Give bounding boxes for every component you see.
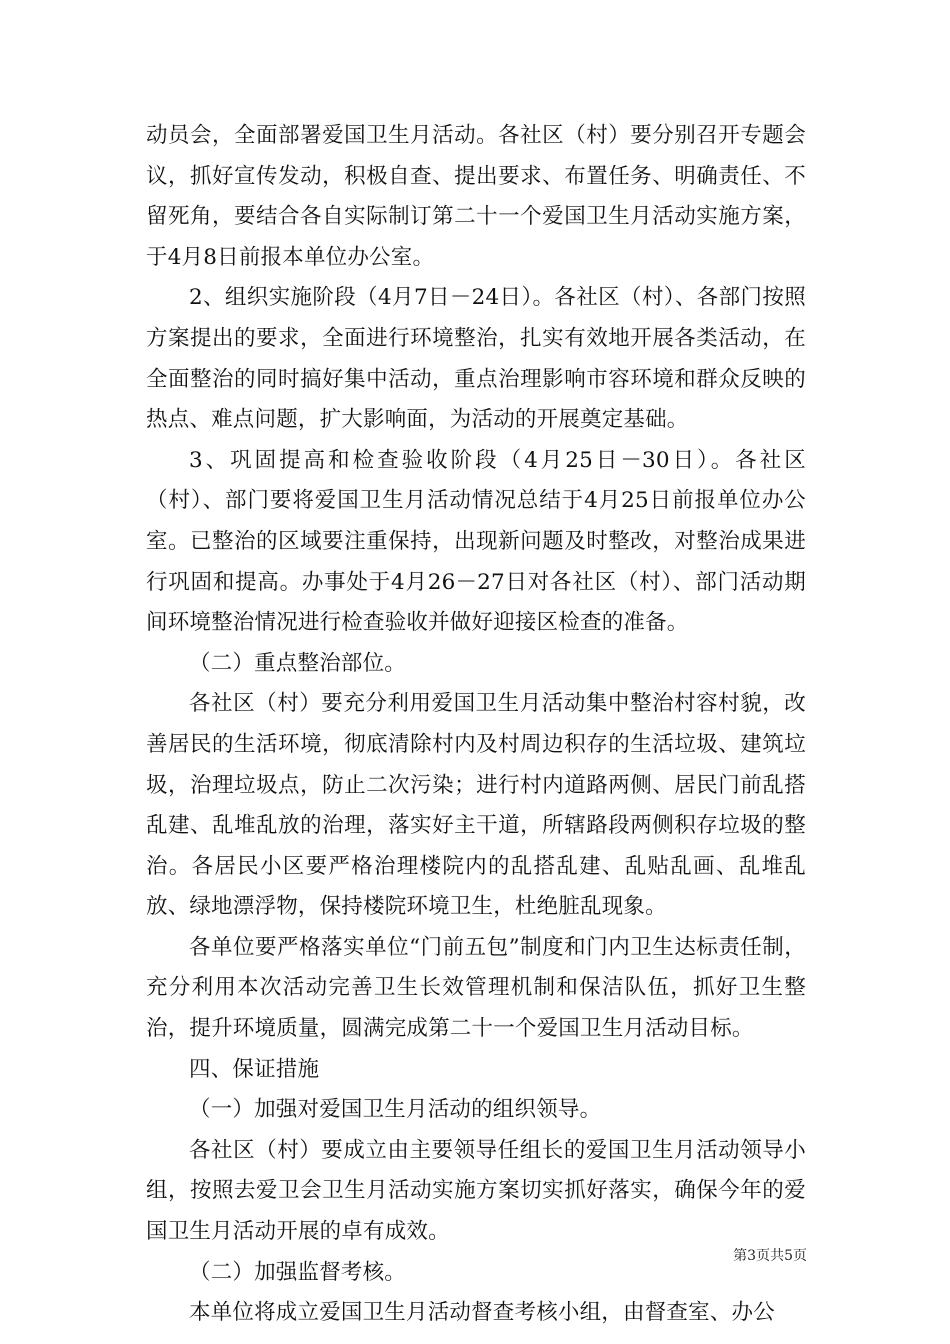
paragraph-consolidation-stage: 3、巩固提高和检查验收阶段（4月25日－30日）。各社区（村）、部门要将爱国卫生月活动情况总结于4月25日前报单位办公室。已整治的区域要注重保持，出现新问题及时整改，对整治成果进行巩固和提高。办事处于4月26－27日对各社区（村）、部门活动期间环境整治情况进行检查验收并做好迎接区检查的准备。 xyxy=(146,447,806,636)
heading-guarantee-measures: 四、保证措施 xyxy=(189,1056,320,1082)
paragraph-implementation-stage: 2、组织实施阶段（4月7日－24日）。各社区（村）、各部门按照方案提出的要求，全面进行环境整治，扎实有效地开展各类活动，在全面整治的同时搞好集中活动，重点治理影响市容环境和群众反映的热点、难点问题，扩大影响面，为活动的开展奠定基础。 xyxy=(146,285,806,433)
page-number-footer: 第3页共5页 xyxy=(733,1248,807,1264)
paragraph-key-areas: 各社区（村）要充分利用爱国卫生月活动集中整治村容村貌，改善居民的生活环境，彻底清除村内及村周边积存的生活垃圾、建筑垃圾，治理垃圾点，防止二次污染；进行村内道路两侧、居民门前乱搭乱建、乱堆乱放的治理，落实好主干道，所辖路段两侧积存垃圾的整治。各居民小区要严格治理楼院内的乱搭乱建、乱贴乱画、乱堆乱放、绿地漂浮物，保持楼院环境卫生，杜绝脏乱现象。 xyxy=(146,691,806,920)
paragraph-unit-responsibility: 各单位要严格落实单位“门前五包”制度和门内卫生达标责任制，充分利用本次活动完善卫生长效管理机制和保洁队伍，抓好卫生整治，提升环境质量，圆满完成第二十一个爱国卫生月活动目标。 xyxy=(146,934,806,1042)
document-body xyxy=(146,116,806,1334)
paragraph-supervision: 本单位将成立爱国卫生月活动督查考核小组，由督查室、办公 xyxy=(189,1300,775,1326)
heading-supervision: （二）加强监督考核。 xyxy=(189,1259,407,1285)
paragraph-organization-leadership: 各社区（村）要成立由主要领导任组长的爱国卫生月活动领导小组，按照去爱卫会卫生月活动实施方案切实抓好落实，确保今年的爱国卫生月活动开展的卓有成效。 xyxy=(146,1137,806,1245)
paragraph-mobilization: 动员会，全面部署爱国卫生月活动。各社区（村）要分别召开专题会议，抓好宣传发动，积极自查、提出要求、布置任务、明确责任、不留死角，要结合各自实际制订第二十一个爱国卫生月活动实施方案，于4月8日前报本单位办公室。 xyxy=(146,123,806,270)
heading-key-areas: （二）重点整治部位。 xyxy=(189,650,407,676)
heading-organization-leadership: （一）加强对爱国卫生月活动的组织领导。 xyxy=(189,1097,602,1123)
